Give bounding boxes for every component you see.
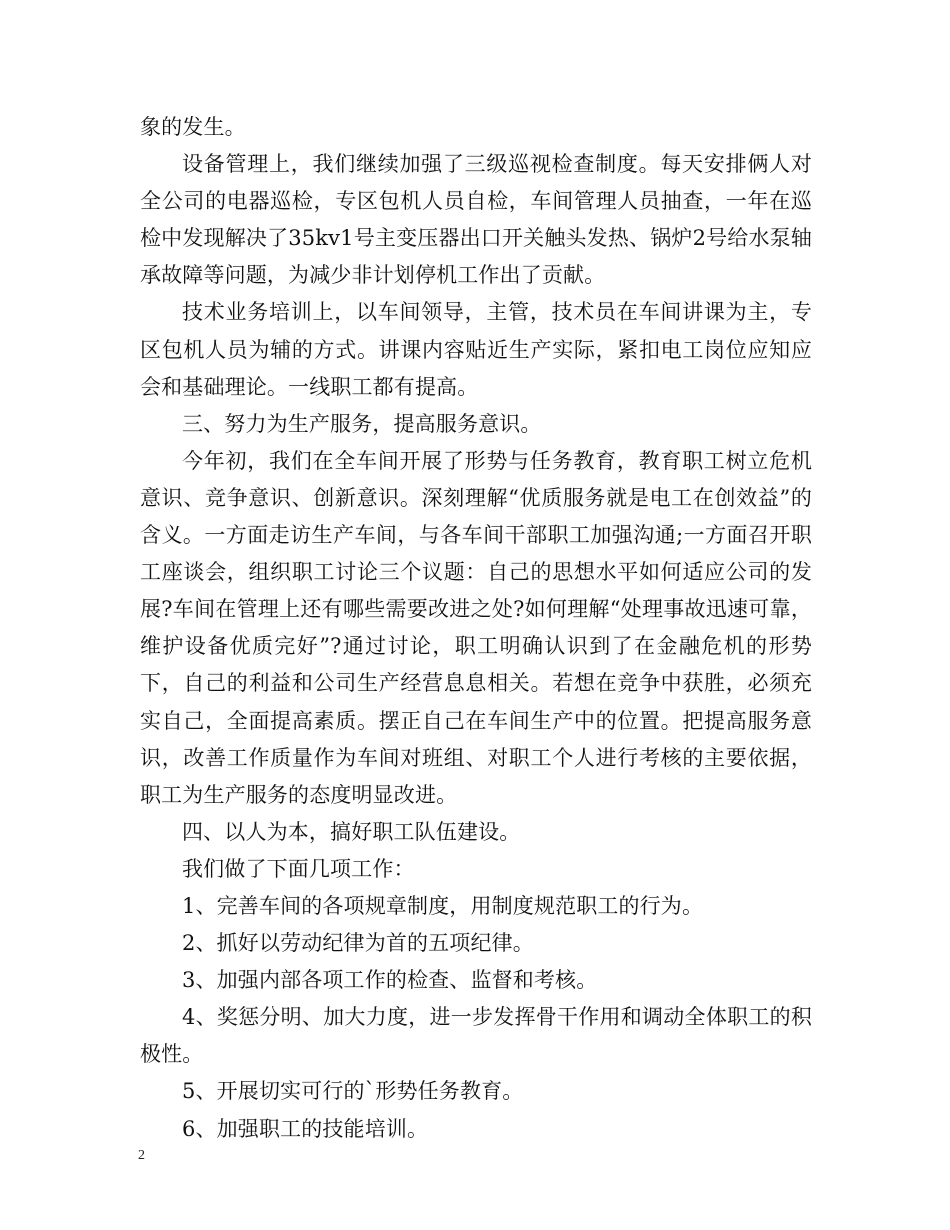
page-number: 2 bbox=[138, 1148, 145, 1163]
list-item-6: 6、加强职工的技能培训。 bbox=[182, 1116, 429, 1141]
list-item-2: 2、抓好以劳动纪律为首的五项纪律。 bbox=[182, 931, 534, 956]
section-heading-4: 四、以人为本，搞好职工队伍建设。 bbox=[182, 819, 521, 844]
document-body bbox=[140, 109, 812, 1148]
section-heading-3: 三、努力为生产服务，提高服务意识。 bbox=[182, 411, 542, 436]
list-item-1: 1、完善车间的各项规章制度，用制度规范职工的行为。 bbox=[182, 893, 704, 918]
paragraph-5: 今年初，我们在全车间开展了形势与任务教育，教育职工树立危机意识、竞争意识、创新意识。深刻理解“优质服务就是电工在创效益”的含义。一方面走访生产车间，与各车间干部职工加强沟通;一方面召开职工座谈会，组织职工讨论三个议题：自己的思想水平如何适应公司的发展?车间在管理上还有哪些需要改进之处?如何理解“处理事故迅速可靠，维护设备优质完好”?通过讨论，职工明确认识到了在金融危机的形势下，自己的利益和公司生产经营息息相关。若想在竞争中获胜，必须充实自己，全面提高素质。摆正自己在车间生产中的位置。把提高服务意识，改善工作质量作为车间对班组、对职工个人进行考核的主要依据，职工为生产服务的态度明显改进。 bbox=[140, 448, 812, 807]
list-item-5: 5、开展切实可行的`形势任务教育。 bbox=[182, 1079, 524, 1104]
list-item-4: 4、奖惩分明、加大力度，进一步发挥骨干作用和调动全体职工的积极性。 bbox=[140, 1005, 812, 1067]
paragraph-2: 设备管理上，我们继续加强了三级巡视检查制度。每天安排俩人对全公司的电器巡检，专区包机人员自检，车间管理人员抽查，一年在巡检中发现解决了35kv1号主变压器出口开关触头发热、锅炉2号给水泵轴承故障等问题，为减少非计划停机工作出了贡献。 bbox=[140, 152, 812, 288]
paragraph-1: 象的发生。 bbox=[140, 115, 246, 139]
paragraph-7: 我们做了下面几项工作： bbox=[182, 856, 415, 881]
paragraph-3: 技术业务培训上，以车间领导，主管，技术员在车间讲课为主，专区包机人员为辅的方式。讲课内容贴近生产实际，紧扣电工岗位应知应会和基础理论。一线职工都有提高。 bbox=[140, 300, 812, 399]
list-item-3: 3、加强内部各项工作的检查、监督和考核。 bbox=[182, 968, 598, 993]
